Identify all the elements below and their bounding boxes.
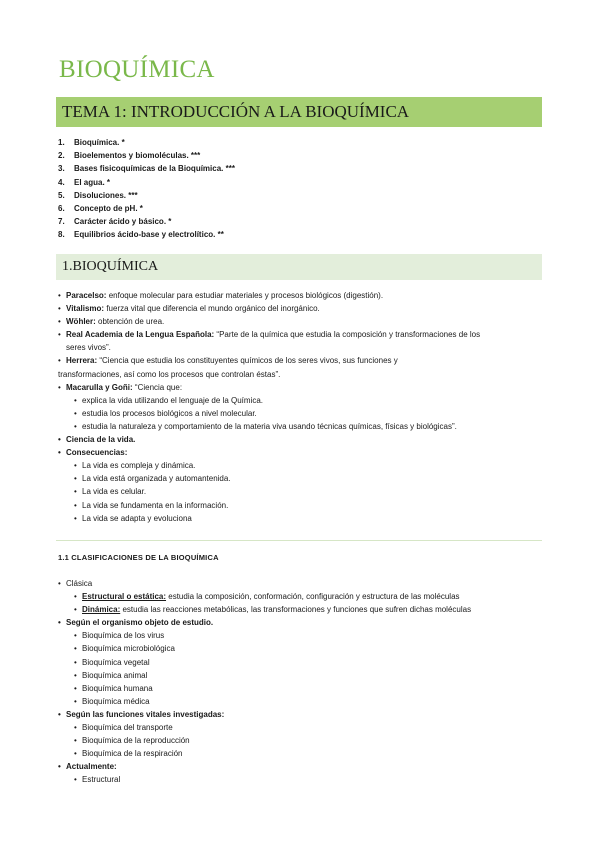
- term-label: Wöhler:: [66, 317, 96, 327]
- term-label: Macarulla y Goñi:: [66, 382, 133, 392]
- sub-list-item: [58, 695, 544, 708]
- toc-item: [58, 149, 235, 162]
- toc-text: Bases fisicoquímicas de la Bioquímica. ***: [74, 164, 235, 174]
- toc-item: [58, 228, 235, 241]
- term-label: Herrera:: [66, 356, 98, 366]
- sub-item-text: Bioquímica médica: [82, 696, 150, 706]
- sub-item-text: Bioquímica humana: [82, 683, 153, 693]
- term-label: Clásica: [66, 579, 93, 588]
- term-label: Estructural o estática:: [82, 592, 167, 602]
- list-item: [58, 577, 544, 590]
- sub-list-item: [58, 603, 544, 616]
- toc-item: [58, 189, 235, 202]
- term-label: Paracelso:: [66, 291, 107, 300]
- sub-item-text: Estructural: [82, 775, 121, 785]
- term-label: Ciencia de la vida.: [66, 435, 136, 445]
- sub-item-text: Bioquímica del transporte: [82, 723, 173, 733]
- bullet-icon: •: [58, 709, 61, 719]
- term-label: Vitalismo:: [66, 304, 105, 314]
- bullet-icon: •: [74, 723, 77, 733]
- sub-item-text: La vida es celular.: [82, 487, 147, 497]
- toc-text: Bioelementos y biomoléculas. ***: [74, 151, 201, 161]
- bullet-icon: •: [74, 500, 77, 510]
- bullet-icon: •: [74, 657, 77, 667]
- bullet-icon: •: [74, 775, 77, 785]
- toc-number: 8.: [58, 230, 65, 240]
- sub-list-item: [58, 485, 544, 498]
- table-of-contents: [58, 136, 235, 242]
- toc-text: Carácter ácido y básico. *: [74, 217, 172, 227]
- toc-text: Equilibrios ácido-base y electrolítico. **: [74, 230, 224, 240]
- section-heading: 1.BIOQUÍMICA: [56, 254, 542, 280]
- bullet-icon: •: [58, 291, 61, 300]
- bullet-icon: •: [58, 762, 61, 772]
- bullet-icon: •: [74, 670, 77, 680]
- term-text: obtención de urea.: [95, 317, 165, 327]
- sub-item-text: La vida se adapta y evoluciona: [82, 513, 192, 523]
- sub-list-item: [58, 394, 544, 407]
- list-item: [58, 433, 544, 446]
- toc-number: 4.: [58, 177, 65, 187]
- bullet-icon: •: [74, 644, 77, 654]
- term-label: Consecuencias:: [66, 448, 128, 458]
- sub-item-text: Bioquímica microbiológica: [82, 644, 175, 654]
- term-text: estudia las reacciones metabólicas, las transformaciones y funciones que sufren dichas moléculas: [120, 605, 472, 615]
- sub-item-text: Bioquímica de la respiración: [82, 749, 183, 759]
- tema-heading: TEMA 1: INTRODUCCIÓN A LA BIOQUÍMICA: [56, 97, 542, 127]
- list-item: [58, 354, 544, 367]
- bullet-icon: •: [58, 330, 61, 340]
- toc-text: Disoluciones. ***: [74, 190, 138, 200]
- bullet-icon: •: [74, 474, 77, 484]
- sub-list-item: [58, 407, 544, 420]
- term-text: “Ciencia que:: [132, 382, 183, 392]
- bullet-icon: •: [74, 592, 77, 602]
- term-label: Según las funciones vitales investigadas:: [66, 709, 225, 719]
- sub-list-item: [58, 642, 544, 655]
- bullet-icon: •: [74, 696, 77, 706]
- term-label: Dinámica:: [82, 605, 121, 615]
- sub-item-text: La vida es compleja y dinámica.: [82, 461, 196, 471]
- bullet-icon: •: [58, 618, 61, 628]
- section11-list: [58, 577, 544, 787]
- bullet-icon: •: [74, 395, 77, 405]
- section-divider: [56, 540, 542, 541]
- toc-item: [58, 215, 235, 228]
- toc-text: Concepto de pH. *: [74, 203, 143, 213]
- sub-item-text: Bioquímica de la reproducción: [82, 736, 190, 746]
- bullet-icon: •: [58, 356, 61, 366]
- bullet-icon: •: [74, 513, 77, 523]
- list-item: [58, 446, 544, 459]
- sub-list-item: [58, 773, 544, 786]
- sub-list-item: [58, 629, 544, 642]
- subsection-heading: 1.1 CLASIFICACIONES DE LA BIOQUÍMICA: [58, 553, 219, 562]
- toc-item: [58, 176, 235, 189]
- toc-item: [58, 202, 235, 215]
- bullet-icon: •: [58, 317, 61, 327]
- sub-item-text: La vida se fundamenta en la información.: [82, 500, 229, 510]
- list-item: [58, 381, 544, 394]
- sub-list-item: [58, 669, 544, 682]
- toc-number: 5.: [58, 190, 65, 200]
- list-item: [58, 760, 544, 773]
- sub-item-text: estudia la naturaleza y comportamiento de la materia viva usando técnicas químicas, físicas y biológicas”.: [82, 421, 457, 431]
- bullet-icon: •: [58, 448, 61, 458]
- bullet-icon: •: [74, 487, 77, 497]
- toc-text: Bioquímica. *: [74, 138, 125, 147]
- sub-list-item: [58, 682, 544, 695]
- toc-number: 6.: [58, 203, 65, 213]
- bullet-icon: •: [74, 631, 77, 641]
- bullet-icon: •: [74, 605, 77, 615]
- term-label: Actualmente:: [66, 762, 117, 772]
- list-item-continuation: transformaciones, así como los procesos que controlan éstas”.: [58, 369, 281, 379]
- list-item-continuation: seres vivos”.: [66, 343, 111, 353]
- bullet-icon: •: [74, 749, 77, 759]
- sub-list-item: [58, 472, 544, 485]
- bullet-icon: •: [74, 461, 77, 471]
- term-text: enfoque molecular para estudiar materiales y procesos biológicos (digestión).: [106, 291, 384, 300]
- toc-text: El agua. *: [74, 177, 111, 187]
- toc-number: 2.: [58, 151, 65, 161]
- toc-item: [58, 162, 235, 175]
- term-text: “Parte de la química que estudia la composición y transformaciones de los: [214, 330, 481, 340]
- sub-item-text: explica la vida utilizando el lenguaje de la Química.: [82, 395, 263, 405]
- list-item: [58, 328, 544, 341]
- term-text: “Ciencia que estudia los constituyentes químicos de los seres vivos, sus funciones y: [97, 356, 398, 366]
- list-item: [58, 302, 544, 315]
- list-item: [58, 708, 544, 721]
- bullet-icon: •: [74, 408, 77, 418]
- sub-list-item: [58, 420, 544, 433]
- bullet-icon: •: [58, 579, 61, 588]
- document-title: BIOQUÍMICA: [59, 56, 215, 83]
- sub-item-text: estudia los procesos biológicos a nivel molecular.: [82, 408, 257, 418]
- term-label: Real Academia de la Lengua Española:: [66, 330, 215, 340]
- term-label: Según el organismo objeto de estudio.: [66, 618, 214, 628]
- term-text: fuerza vital que diferencia el mundo orgánico del inorgánico.: [104, 304, 320, 314]
- bullet-icon: •: [74, 421, 77, 431]
- sub-list-item: [58, 656, 544, 669]
- bullet-icon: •: [74, 736, 77, 746]
- bullet-icon: •: [74, 683, 77, 693]
- sub-list-item: [58, 459, 544, 472]
- term-text: estudia la composición, conformación, configuración y estructura de las moléculas: [166, 592, 460, 602]
- sub-list-item: [58, 512, 544, 525]
- toc-number: 3.: [58, 164, 65, 174]
- sub-list-item: [58, 747, 544, 760]
- sub-list-item: [58, 734, 544, 747]
- sub-item-text: Bioquímica vegetal: [82, 657, 150, 667]
- sub-item-text: Bioquímica de los virus: [82, 631, 165, 641]
- toc-item: [58, 136, 235, 149]
- list-item: [58, 616, 544, 629]
- sub-item-text: La vida está organizada y automantenida.: [82, 474, 231, 484]
- bullet-icon: •: [58, 304, 61, 314]
- bullet-icon: •: [58, 435, 61, 445]
- toc-number: 1.: [58, 138, 65, 147]
- list-item: [58, 289, 544, 302]
- section1-list: [58, 289, 544, 525]
- bullet-icon: •: [58, 382, 61, 392]
- list-item: [58, 315, 544, 328]
- toc-number: 7.: [58, 217, 65, 227]
- sub-list-item: [58, 590, 544, 603]
- sub-list-item: [58, 499, 544, 512]
- sub-list-item: [58, 721, 544, 734]
- sub-item-text: Bioquímica animal: [82, 670, 148, 680]
